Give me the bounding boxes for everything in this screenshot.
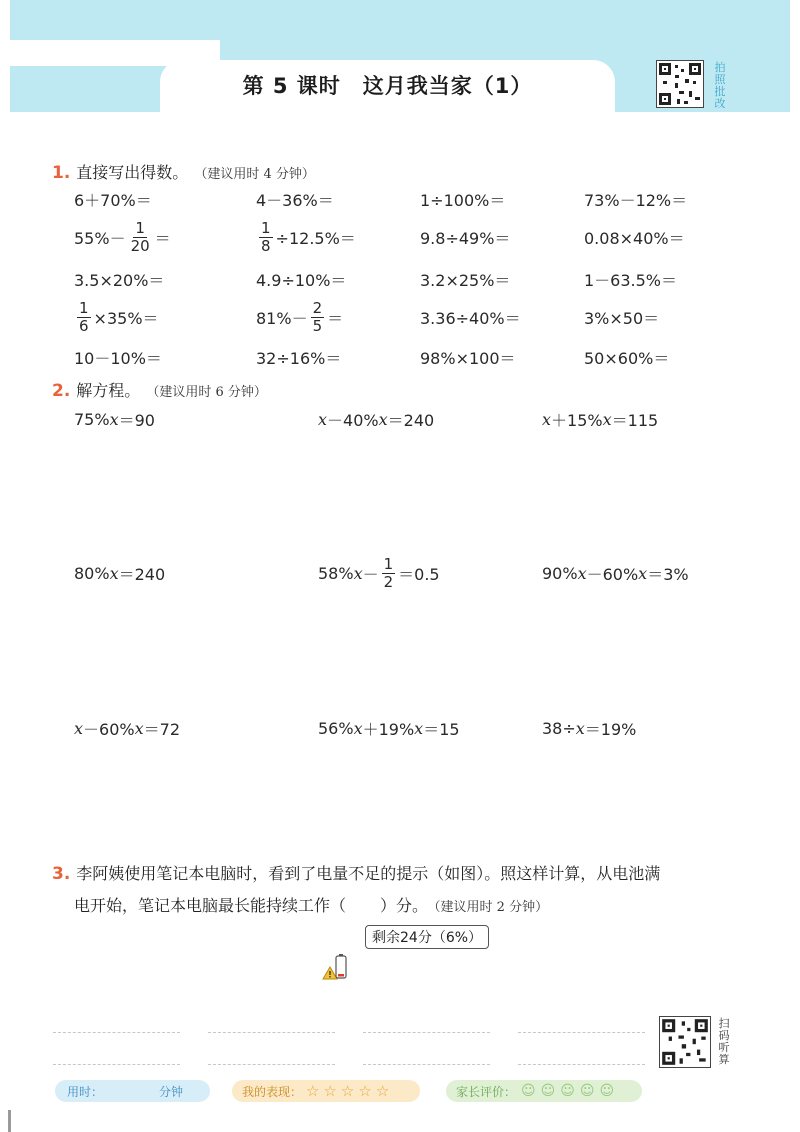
answer-line	[363, 1032, 490, 1033]
equation	[318, 404, 434, 434]
time-spent-pill	[55, 1080, 210, 1102]
answer-line	[363, 1064, 490, 1065]
variable-x: x	[577, 563, 587, 583]
fraction-numerator: 1	[261, 218, 271, 237]
scan-label-char: 扫	[718, 1017, 730, 1030]
photo-grade-char: 照	[714, 73, 726, 86]
variable-x: x	[602, 409, 612, 429]
calc-problem	[584, 264, 677, 294]
variable-x: x	[318, 409, 328, 429]
performance-pill	[232, 1080, 420, 1102]
photo-grade-char: 拍	[714, 61, 726, 74]
fraction-numerator: 1	[135, 218, 145, 237]
fraction-numerator: 1	[79, 298, 89, 317]
equation	[318, 554, 440, 591]
smiley-icon[interactable]: ☺	[521, 1083, 536, 1099]
section3-number: 3.	[52, 864, 71, 884]
answer-line	[208, 1064, 335, 1065]
star-icon[interactable]: ☆	[375, 1082, 390, 1100]
calc-problem	[256, 342, 341, 372]
calc-problem	[584, 342, 669, 372]
smiley-icon[interactable]: ☺	[540, 1083, 556, 1099]
variable-x: x	[353, 563, 363, 583]
fraction-denominator: 8	[261, 236, 271, 255]
calc-expression: 4.9÷10%＝	[256, 270, 347, 290]
variable-x: x	[109, 563, 119, 583]
equation	[74, 404, 155, 434]
equation	[542, 558, 689, 588]
photo-grade-char: 改	[714, 97, 726, 110]
section1-heading	[52, 160, 315, 183]
section3-line2-end: ）分。	[380, 896, 429, 915]
calc-expression: 1－63.5%＝	[584, 270, 678, 290]
equation-part: 90%	[542, 563, 578, 583]
equation-part: 38÷	[542, 718, 576, 738]
scan-listen-label	[716, 1018, 732, 1066]
equation-part: ＝15	[423, 719, 460, 739]
battery-tooltip: 剩余24分（6%）	[365, 925, 489, 949]
calc-problem	[420, 302, 521, 332]
equation-part: ＝240	[387, 410, 435, 430]
equation	[542, 404, 658, 434]
variable-x: x	[353, 718, 363, 738]
calc-expression: 0.08×40%＝	[584, 228, 685, 248]
equation-part: ＝3%	[647, 564, 689, 584]
equation-part: ＋19%	[362, 719, 415, 739]
section2-hint: （建议用时 6 分钟）	[146, 385, 267, 400]
star-icon[interactable]: ☆	[358, 1082, 372, 1100]
fraction-numerator: 1	[383, 554, 394, 573]
equation	[74, 713, 180, 743]
fraction-denominator: 2	[383, 572, 394, 591]
fraction	[77, 300, 91, 335]
calc-problem	[256, 298, 344, 335]
calc-problem	[420, 264, 510, 294]
variable-x: x	[638, 563, 648, 583]
calc-expression: 6＋70%＝	[74, 190, 152, 210]
low-battery-icon	[321, 953, 351, 987]
parent-review-label: 家长评价：	[456, 1084, 517, 1099]
equation-part: －40%	[327, 410, 379, 430]
equation	[74, 558, 165, 588]
calc-expression: 3.2×25%＝	[420, 270, 511, 290]
time-label: 用时：	[67, 1084, 104, 1099]
calc-problem	[74, 218, 171, 255]
section2-heading	[52, 378, 267, 401]
answer-line	[53, 1032, 180, 1033]
variable-x: x	[575, 718, 585, 738]
star-icon[interactable]: ☆	[340, 1082, 355, 1100]
equation-part: ＝90	[118, 410, 155, 430]
equation-part: 80%	[74, 563, 110, 583]
variable-x: x	[134, 718, 144, 738]
expr-part: ÷12.5%＝	[275, 228, 356, 248]
section3-problem	[52, 858, 752, 924]
section1-number: 1.	[52, 163, 71, 183]
expr-part: 55%－	[74, 228, 126, 248]
calc-expression: 10－10%＝	[74, 348, 162, 368]
variable-x: x	[109, 409, 119, 429]
calc-problem	[584, 222, 685, 252]
equation-part: －60%	[83, 719, 135, 739]
variable-x: x	[542, 409, 552, 429]
photo-grade-label	[712, 62, 728, 110]
page-edge-mark	[8, 1110, 11, 1132]
variable-x: x	[74, 718, 84, 738]
calc-problem	[584, 184, 687, 214]
variable-x: x	[378, 409, 388, 429]
star-icon[interactable]: ☆	[306, 1082, 320, 1100]
expr-part: 81%－	[256, 308, 308, 328]
expr-part: ＝	[154, 228, 171, 248]
expr-part: ＝	[327, 308, 344, 328]
section1-hint: （建议用时 4 分钟）	[194, 167, 315, 182]
smiley-icon[interactable]: ☺	[579, 1083, 595, 1099]
scan-label-char: 听	[718, 1041, 730, 1054]
parent-review-pill	[446, 1080, 642, 1102]
time-unit: 分钟	[159, 1084, 184, 1099]
equation-part: ＝19%	[584, 719, 637, 739]
variable-x: x	[414, 718, 424, 738]
answer-line	[518, 1064, 645, 1065]
answer-line	[53, 1064, 180, 1065]
scan-label-char: 码	[718, 1029, 730, 1042]
smiley-icon[interactable]: ☺	[560, 1083, 575, 1099]
section2-number: 2.	[52, 381, 71, 401]
equation-part: ＝72	[143, 719, 181, 739]
calc-expression: 32÷16%＝	[256, 348, 342, 368]
equation-part: ＝0.5	[398, 564, 440, 584]
section3-line1: 李阿姨使用笔记本电脑时，看到了电量不足的提示（如图）。照这样计算，从电池满	[76, 864, 661, 883]
calc-expression: 3.5×20%＝	[74, 270, 165, 290]
qr-code-icon[interactable]	[656, 60, 704, 108]
section3-hint: （建议用时 2 分钟）	[434, 900, 549, 915]
expr-part: ×35%＝	[93, 308, 159, 328]
calc-problem	[584, 302, 659, 332]
calc-expression: 9.8÷49%＝	[420, 228, 511, 248]
star-icon[interactable]: ☆	[323, 1082, 337, 1100]
calc-problem	[256, 184, 334, 214]
equation	[318, 713, 460, 743]
photo-grade-char: 批	[714, 85, 726, 98]
answer-line	[518, 1032, 645, 1033]
calc-expression: 3.36÷40%＝	[420, 308, 521, 328]
equation-part: －60%	[586, 564, 639, 584]
fraction	[129, 220, 152, 255]
calc-expression: 1÷100%＝	[420, 190, 506, 210]
equation-part: ＋15%	[551, 410, 603, 430]
fraction-denominator: 5	[312, 316, 323, 335]
equation-part: 58%	[318, 563, 354, 583]
equation-part: ＝115	[611, 410, 659, 430]
calc-problem	[420, 342, 516, 372]
calc-problem	[74, 298, 159, 335]
page-title: 第 5 课时 这月我当家（1）	[242, 74, 533, 98]
equation-part: 56%	[318, 718, 354, 738]
fraction-denominator: 20	[130, 236, 150, 255]
section2-title: 解方程。	[76, 381, 141, 400]
answer-line	[208, 1032, 335, 1033]
section3-line2-start: 电开始，笔记本电脑最长能持续工作（	[74, 896, 347, 915]
fraction	[382, 556, 396, 591]
calc-problem	[256, 218, 356, 255]
scan-qr-code-icon[interactable]	[659, 1016, 711, 1068]
calc-problem	[256, 264, 346, 294]
calc-expression: 98%×100＝	[420, 348, 516, 368]
equation	[542, 713, 636, 743]
scan-label-char: 算	[718, 1053, 730, 1066]
fraction	[259, 220, 273, 255]
section1-title: 直接写出得数。	[76, 163, 189, 182]
calc-expression: 73%－12%＝	[584, 190, 688, 210]
performance-label: 我的表现：	[242, 1084, 303, 1099]
calc-problem	[74, 342, 162, 372]
calc-expression: 50×60%＝	[584, 348, 670, 368]
equation-part: ＝240	[118, 564, 166, 584]
equation-part: 75%	[74, 409, 110, 429]
calc-problem	[74, 264, 164, 294]
fraction-denominator: 6	[79, 316, 89, 335]
smiley-icon[interactable]: ☺	[599, 1083, 615, 1099]
fraction	[311, 300, 325, 335]
calc-expression: 3%×50＝	[584, 308, 660, 328]
equation-part: －	[362, 564, 379, 584]
fraction-numerator: 2	[312, 298, 323, 317]
calc-problem	[420, 184, 505, 214]
calc-expression: 4－36%＝	[256, 190, 334, 210]
calc-problem	[420, 222, 510, 252]
calc-problem	[74, 184, 152, 214]
